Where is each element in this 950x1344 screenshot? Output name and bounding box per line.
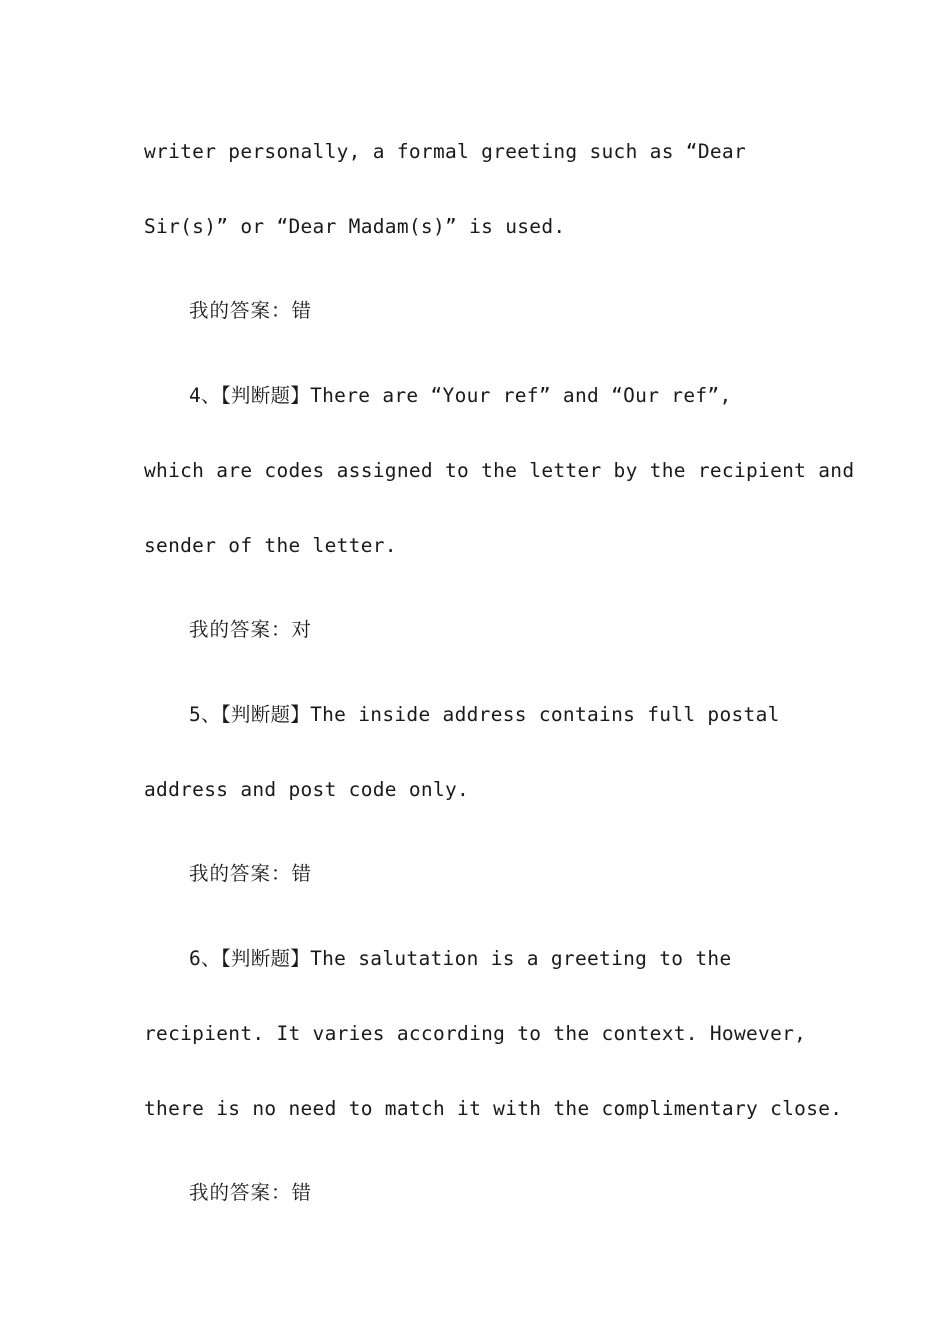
question-6-answer: 我的答案：错	[189, 1181, 313, 1204]
question-4-answer: 我的答案：对	[189, 618, 313, 641]
question-6-text-line-1: 6、【判断题】The salutation is a greeting to the	[189, 947, 732, 970]
question-6-text-line-3: there is no need to match it with the complimentary close.	[144, 1097, 843, 1120]
question-4-text-line-3: sender of the letter.	[144, 534, 397, 557]
question-5-text-line-1: 5、【判断题】The inside address contains full postal	[189, 703, 780, 726]
question-6-text-line-2: recipient. It varies according to the context. However,	[144, 1022, 807, 1045]
question-5-text-line-2: address and post code only.	[144, 778, 470, 801]
question-3-text-line-1: writer personally, a formal greeting such as “Dear	[144, 140, 746, 163]
question-4-text-line-1: 4、【判断题】There are “Your ref” and “Our ref”,	[189, 384, 732, 407]
question-3-answer: 我的答案：错	[189, 299, 313, 322]
question-4-text-line-2: which are codes assigned to the letter by the recipient and	[144, 459, 855, 482]
question-3-text-line-2: Sir(s)” or “Dear Madam(s)” is used.	[144, 215, 566, 238]
question-5-answer: 我的答案：错	[189, 862, 313, 885]
